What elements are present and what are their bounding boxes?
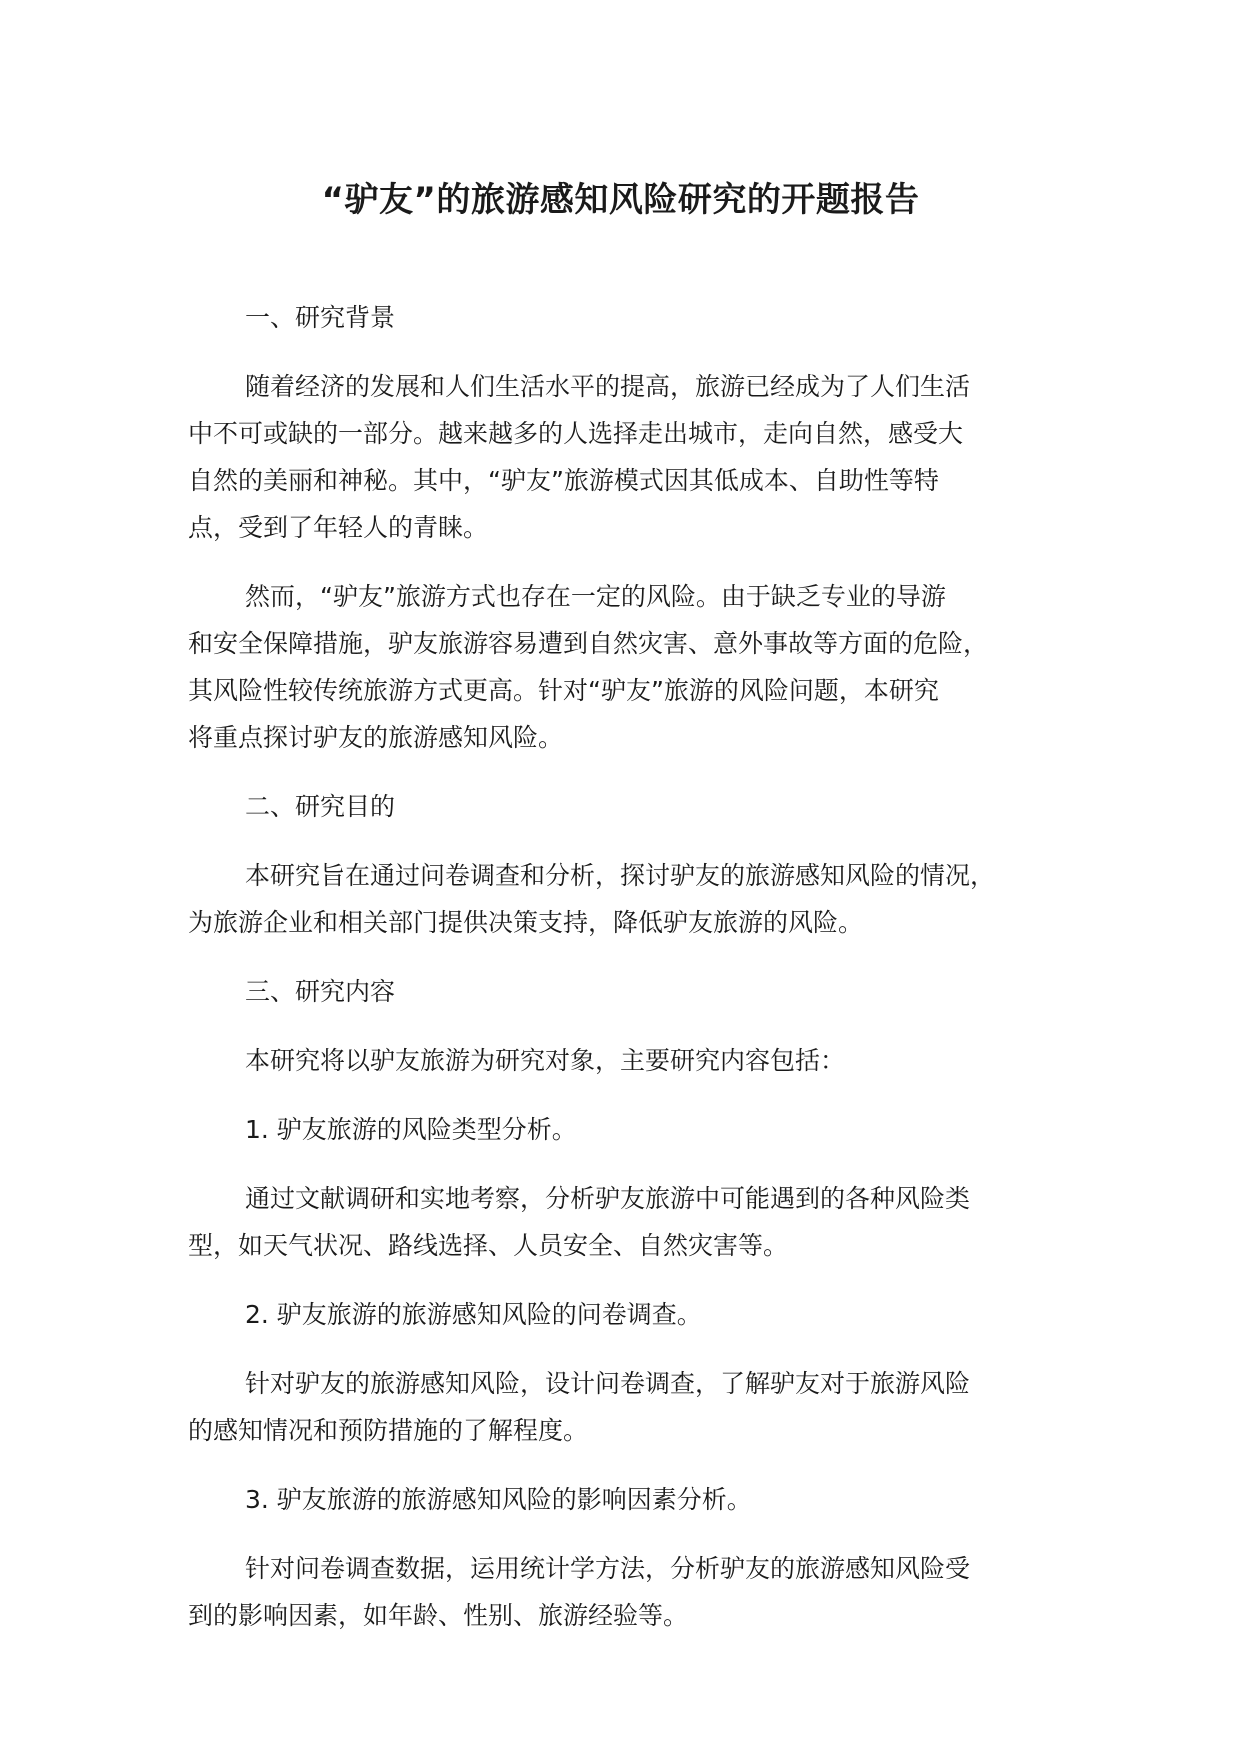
list-item-2-title: 2. 驴友旅游的旅游感知风险的问卷调查。 [245, 1300, 702, 1329]
list-item-3-title: 3. 驴友旅游的旅游感知风险的影响因素分析。 [245, 1485, 752, 1514]
document-body [188, 294, 1088, 1639]
list-item-3-body: 针对问卷调查数据，运用统计学方法，分析驴友的旅游感知风险受 到的影响因素，如年龄、性别、旅游经验等。 [188, 1554, 971, 1630]
list-item-2-body: 针对驴友的旅游感知风险，设计问卷调查，了解驴友对于旅游风险 的感知情况和预防措施的了解程度。 [188, 1369, 971, 1445]
section-heading-content: 三、研究内容 [245, 977, 396, 1006]
section-heading-purpose: 二、研究目的 [245, 792, 396, 821]
section-heading-background: 一、研究背景 [245, 303, 396, 332]
paragraph-content-intro: 本研究将以驴友旅游为研究对象，主要研究内容包括： [245, 1046, 846, 1075]
paragraph-background-1: 随着经济的发展和人们生活水平的提高，旅游已经成为了人们生活 中不可或缺的一部分。越来越多的人选择走出城市，走向自然，感受大 自然的美丽和神秘。其中，“驴友”旅游模式因其低成本、自助性等特 点，受到了年轻人的青睐。 [188, 372, 971, 542]
list-item-1-body: 通过文献调研和实地考察，分析驴友旅游中可能遇到的各种风险类 型，如天气状况、路线选择、人员安全、自然灾害等。 [188, 1184, 971, 1260]
paragraph-background-2: 然而，“驴友”旅游方式也存在一定的风险。由于缺乏专业的导游 和安全保障措施，驴友旅游容易遭到自然灾害、意外事故等方面的危险， 其风险性较传统旅游方式更高。针对“驴友”旅游的风险问题，本研究 将重点探讨驴友的旅游感知风险。 [188, 582, 989, 752]
document-title: “驴友”的旅游感知风险研究的开题报告 [321, 180, 920, 220]
list-item-1-title: 1. 驴友旅游的风险类型分析。 [245, 1115, 577, 1144]
paragraph-purpose: 本研究旨在通过问卷调查和分析，探讨驴友的旅游感知风险的情况， 为旅游企业和相关部门提供决策支持，降低驴友旅游的风险。 [188, 861, 996, 937]
